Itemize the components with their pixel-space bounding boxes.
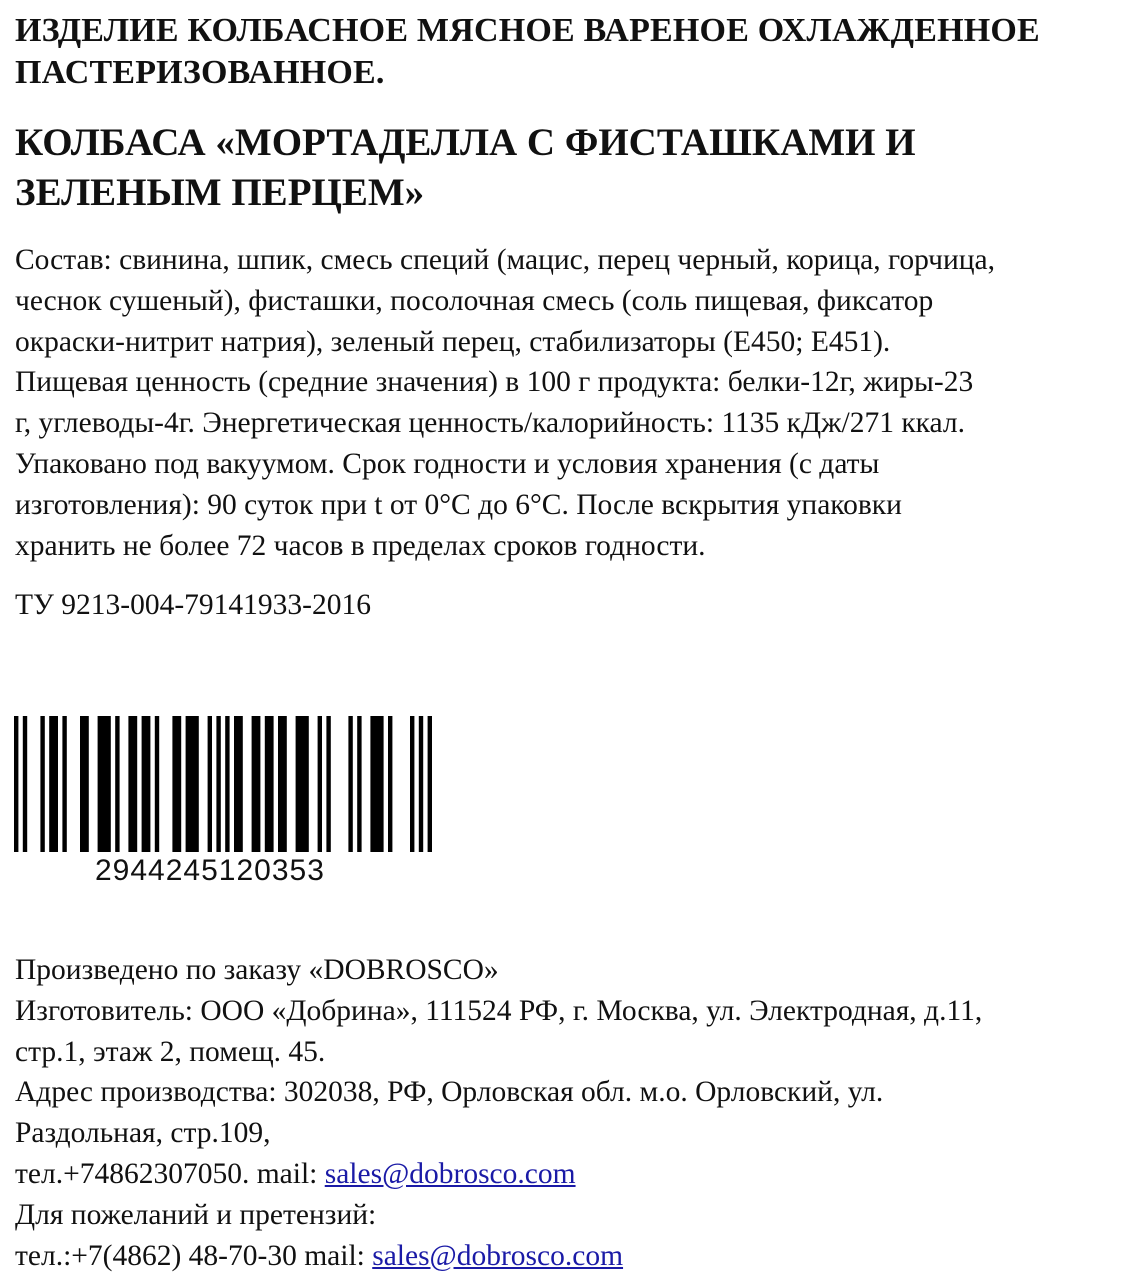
complaints-label: Для пожеланий и претензий: [15, 1198, 377, 1231]
barcode-number: 2944245120353 [95, 854, 325, 887]
technical-spec-code: ТУ 9213-004-79141933-2016 [15, 589, 372, 621]
email-link[interactable]: sales@dobrosco.com [372, 1239, 624, 1272]
barcode-bar [186, 716, 199, 852]
barcode-bar [98, 716, 111, 852]
barcode-bar [49, 716, 58, 852]
barcode-bar [128, 716, 137, 852]
product-name-heading [15, 118, 1120, 218]
composition-text [15, 240, 1125, 566]
phone-text: тел.:+7(4862) 48-70-30 mail: [15, 1239, 373, 1272]
barcode-bar [410, 716, 414, 852]
composition-line: Упаковано под вакуумом. Срок годности и условия хранения (с даты [15, 447, 880, 480]
barcode-bar [23, 716, 27, 852]
phone-text: тел.+74862307050. mail: [15, 1157, 325, 1190]
barcode-bar [62, 716, 66, 852]
barcode-bar [142, 716, 151, 852]
composition-line: г, углеводы-4г. Энергетическая ценность/калорийность: 1135 кДж/271 ккал. [15, 407, 966, 440]
composition-line: изготовления): 90 суток при t от 0°С до 6°С. После вскрытия упаковки [15, 488, 902, 521]
barcode-bar [115, 716, 119, 852]
barcode-bar [208, 716, 212, 852]
barcode-bar [40, 716, 44, 852]
barcode-bar [252, 716, 261, 852]
product-name-line: ЗЕЛЕНЫМ ПЕРЦЕМ» [15, 171, 425, 214]
production-address-text: Адрес производства: 302038, РФ, Орловская обл. м.о. Орловский, ул. [15, 1076, 884, 1109]
email-link[interactable]: sales@dobrosco.com [324, 1157, 576, 1190]
ordered-by-text: Произведено по заказу «DOBROSCO» [15, 954, 499, 986]
barcode-bar [348, 716, 352, 852]
manufacturer-text: Изготовитель: ООО «Добрина», 111524 РФ, г. Москва, ул. Электродная, д.11, [15, 994, 983, 1027]
production-address-text: Раздольная, стр.109, [15, 1117, 271, 1150]
composition-line: хранить не более 72 часов в пределах сроков годности. [15, 529, 706, 562]
barcode-bar [172, 716, 181, 852]
product-type-line: ИЗДЕЛИЕ КОЛБАСНОЕ МЯСНОЕ ВАРЕНОЕ ОХЛАЖДЕННОЕ [15, 12, 1040, 49]
barcode-bar [234, 716, 243, 852]
manufacturer-text: стр.1, этаж 2, помещ. 45. [15, 1035, 326, 1068]
barcode-bar [14, 716, 18, 852]
footer-info [15, 950, 1125, 1276]
barcode-bar [370, 716, 383, 852]
contact-line [15, 1236, 1125, 1277]
composition-line: окраски-нитрит натрия), зеленый перец, стабилизаторы (Е450; Е451). [15, 325, 891, 358]
barcode-bar [216, 716, 220, 852]
barcode-bar [428, 716, 432, 852]
contact-line [15, 1154, 1125, 1195]
barcode-bar [80, 716, 89, 852]
barcode-bar [265, 716, 274, 852]
composition-line: чеснок сушеный), фисташки, посолочная смесь (соль пищевая, фиксатор [15, 284, 934, 317]
barcode-bar [326, 716, 330, 852]
barcode-bar [225, 716, 229, 852]
barcode-bar [278, 716, 287, 852]
product-type-line: ПАСТЕРИЗОВАННОЕ. [15, 54, 385, 91]
barcode-bar [155, 716, 159, 852]
barcode-bars [14, 716, 454, 856]
barcode-bar [419, 716, 423, 852]
barcode-bar [357, 716, 361, 852]
composition-line: Пищевая ценность (средние значения) в 100 г продукта: белки-12г, жиры-23 [15, 366, 974, 399]
product-type-heading [15, 10, 1120, 94]
composition-line: Состав: свинина, шпик, смесь специй (мацис, перец черный, корица, горчица, [15, 244, 995, 276]
barcode-bar [388, 716, 392, 852]
barcode-bar [296, 716, 309, 852]
product-name-line: КОЛБАСА «МОРТАДЕЛЛА С ФИСТАШКАМИ И [15, 121, 916, 164]
barcode-bar [318, 716, 322, 852]
